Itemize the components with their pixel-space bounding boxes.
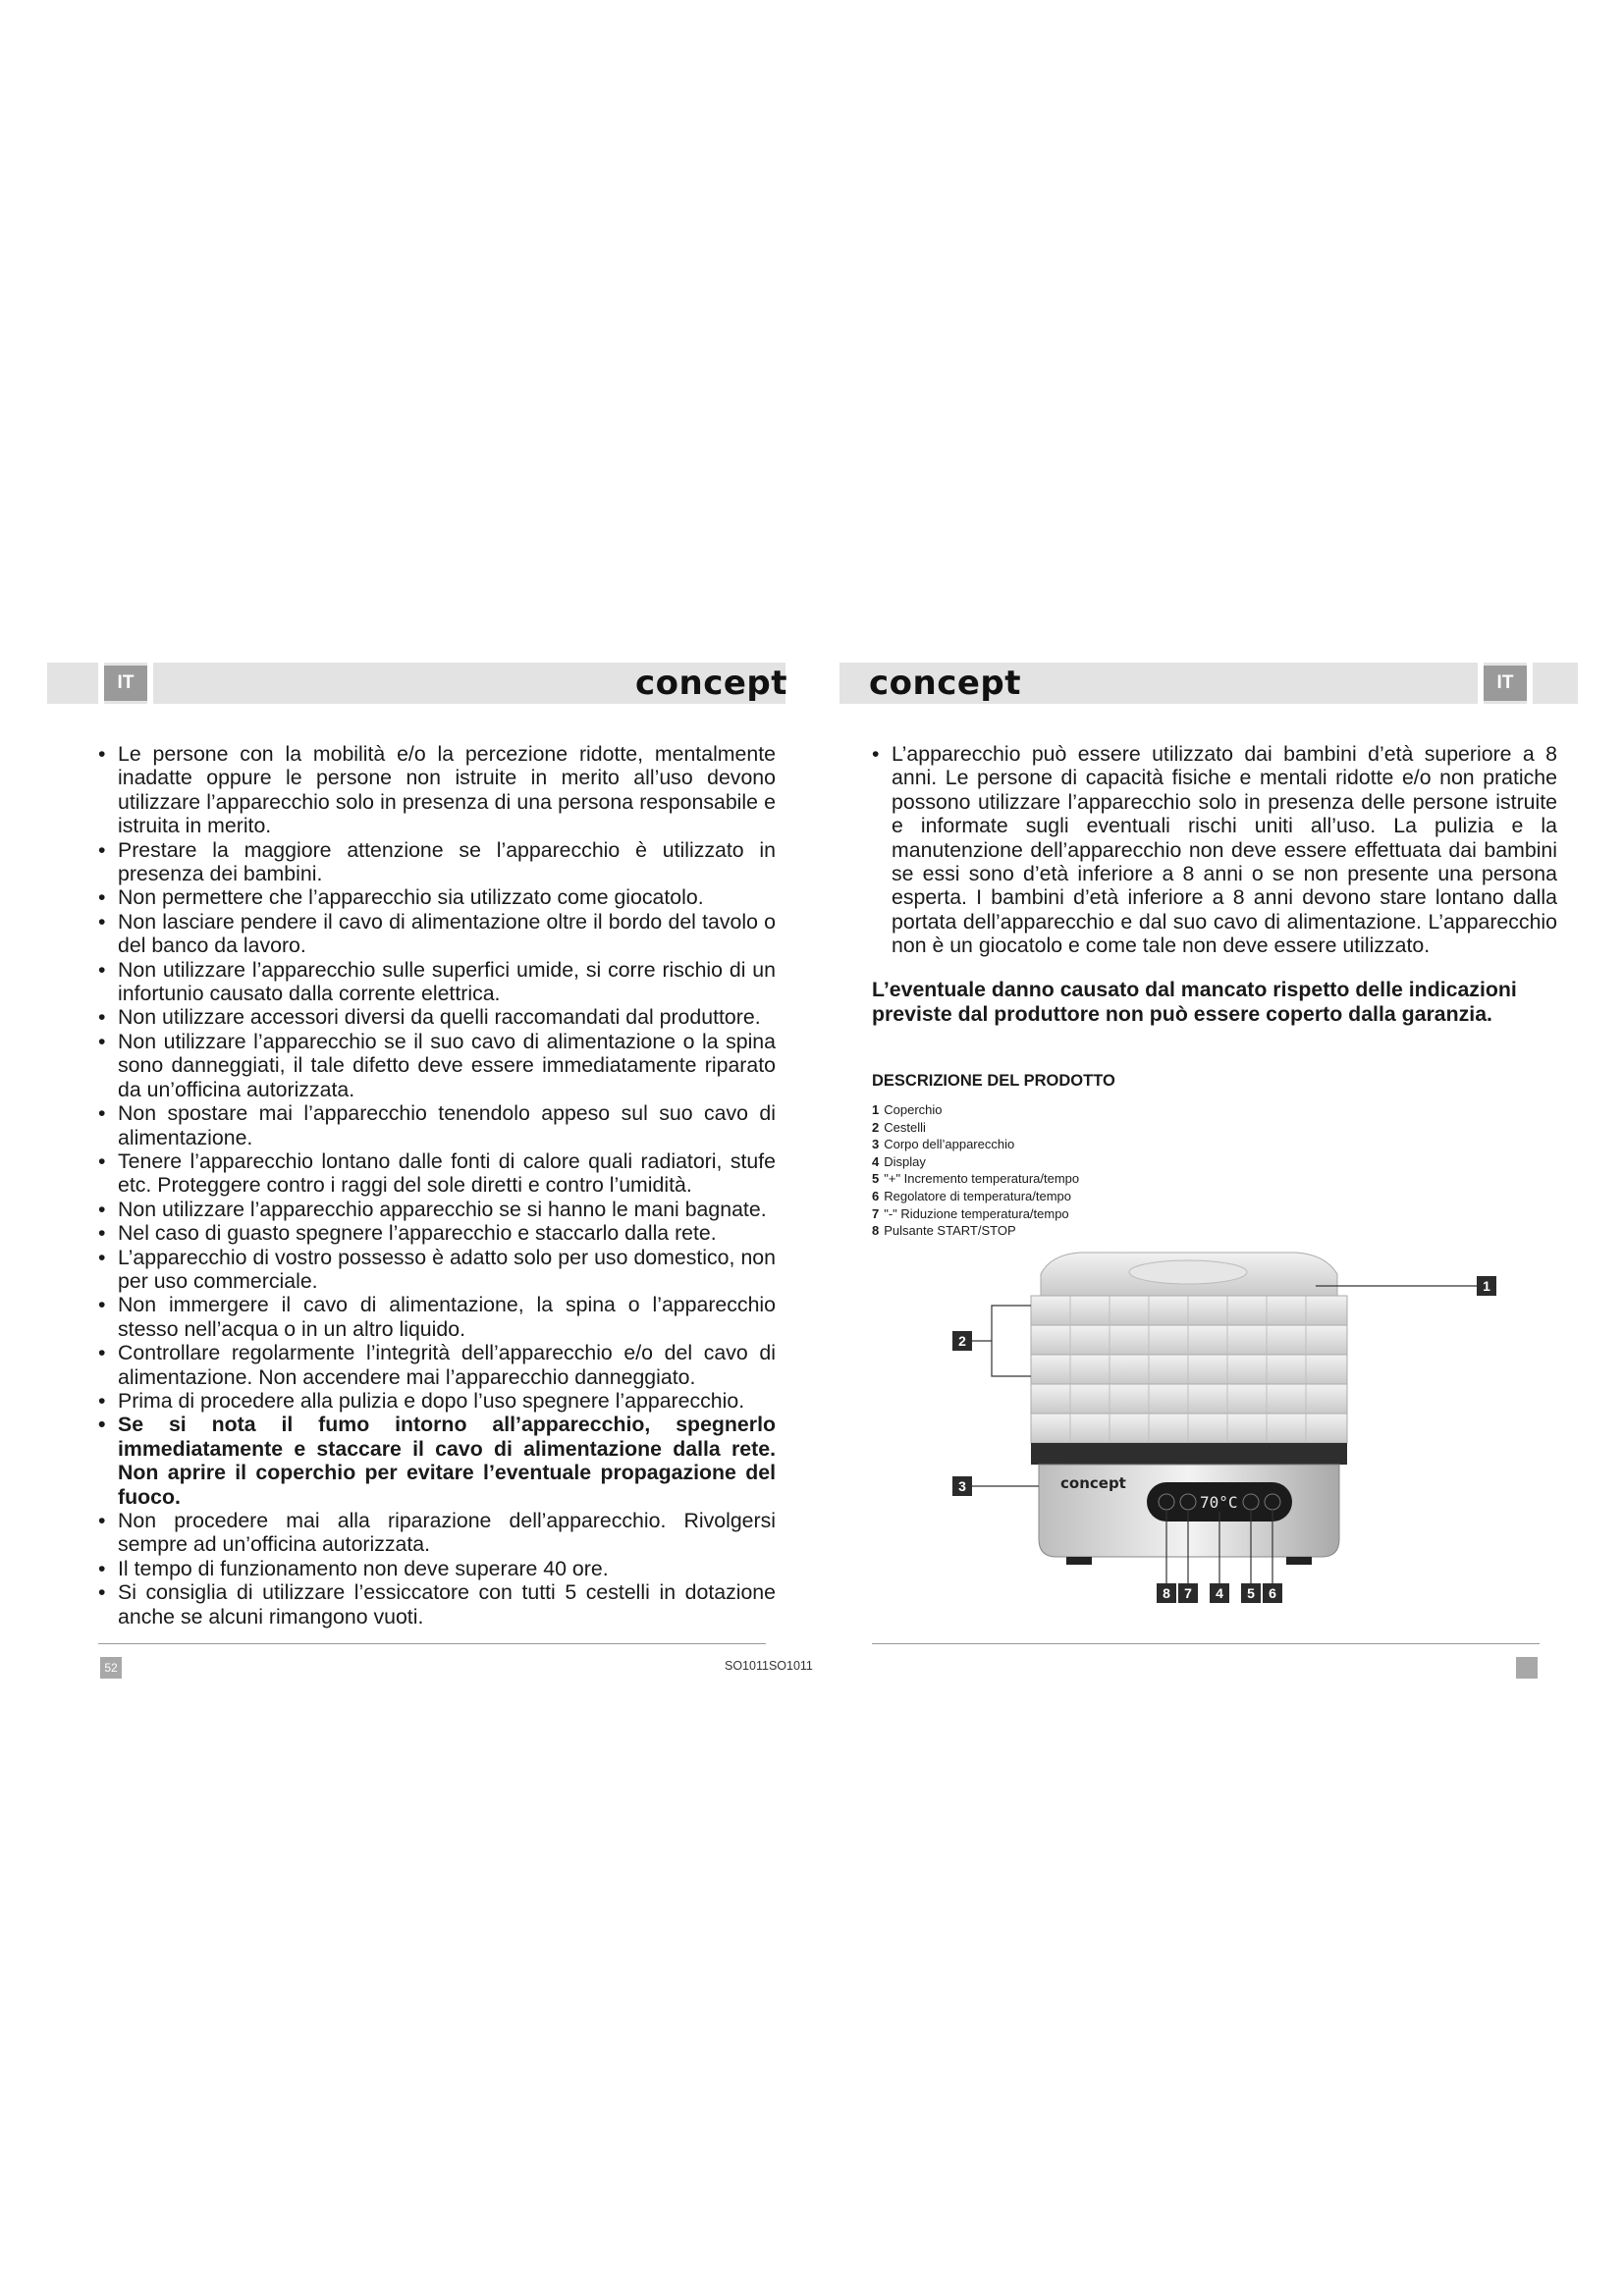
product-description-title: DESCRIZIONE DEL PRODOTTO [872, 1072, 1115, 1090]
list-item: • Se si nota il fumo intorno all’apparecchio, spegnerlo immediatamente e staccare il cavo di alimentazione dalla rete. Non aprire il coperchio per evitare l’eventuale propagazione del fuoco. [98, 1413, 776, 1509]
tray-shape [1031, 1325, 1347, 1355]
part-number: 7 [872, 1205, 880, 1221]
part-label: Cestelli [884, 1119, 926, 1135]
callout-2: 2 [952, 1331, 972, 1351]
callout-6: 6 [1263, 1583, 1282, 1603]
safety-list-right [872, 742, 1557, 958]
safety-list-left [98, 742, 776, 1629]
parts-list [872, 1101, 1079, 1240]
part-row [872, 1170, 1079, 1188]
header-separator [147, 663, 153, 704]
callout-5: 5 [1241, 1583, 1261, 1603]
part-row [872, 1205, 1079, 1223]
part-row [872, 1136, 1079, 1153]
language-badge-right: IT [1484, 666, 1527, 701]
product-figure [884, 1245, 1532, 1618]
language-badge-left: IT [104, 666, 147, 701]
header-separator [1527, 663, 1533, 704]
tray-shape [1031, 1414, 1347, 1443]
part-row [872, 1188, 1079, 1205]
part-number: 5 [872, 1171, 880, 1187]
part-number: 2 [872, 1119, 880, 1135]
part-row [872, 1101, 1079, 1119]
list-item: • Il tempo di funzionamento non deve superare 40 ore. [98, 1557, 776, 1580]
list-item: • Controllare regolarmente l’integrità dell’apparecchio e/o del cavo di alimentazione. Non accendere mai l’apparecchio danneggiato. [98, 1341, 776, 1389]
lid-vent [1129, 1260, 1247, 1284]
list-item: • Si consiglia di utilizzare l’essiccatore con tutti 5 cestelli in dotazione anche se alcuni rimangono vuoti. [98, 1580, 776, 1629]
callout-8: 8 [1157, 1583, 1176, 1603]
part-number: 4 [872, 1153, 880, 1169]
tray-shape [1031, 1296, 1347, 1325]
list-item: • Non immergere il cavo di alimentazione, la spina o l’apparecchio stesso nell’acqua o in un altro liquido. [98, 1293, 776, 1341]
display-readout: 70°C [1200, 1493, 1238, 1512]
right-column [872, 742, 1557, 958]
list-item: • L’apparecchio di vostro possesso è adatto solo per uso domestico, non per uso commerciale. [98, 1246, 776, 1294]
part-label: "-" Riduzione temperatura/tempo [884, 1205, 1069, 1221]
part-number: 8 [872, 1223, 880, 1239]
part-label: Display [884, 1153, 926, 1169]
list-item: • Prestare la maggiore attenzione se l’apparecchio è utilizzato in presenza dei bambini. [98, 838, 776, 886]
tray-shape [1031, 1384, 1347, 1414]
brand-logo-right: concept [869, 664, 1022, 703]
footer-rule-right [872, 1643, 1540, 1644]
tray-shape [1031, 1355, 1347, 1384]
list-item: • Non utilizzare l’apparecchio sulle superfici umide, si corre rischio di un infortunio causato dalla corrente elettrica. [98, 958, 776, 1006]
part-number: 6 [872, 1188, 880, 1203]
list-item: • Tenere l’apparecchio lontano dalle fonti di calore quali radiatori, stufe etc. Proteggere contro i raggi del sole diretti e contro l’umidità. [98, 1149, 776, 1198]
callout-7: 7 [1178, 1583, 1198, 1603]
brand-logo-left: concept [635, 664, 788, 703]
footer-rule-left [98, 1643, 766, 1644]
body-brand: concept [1060, 1474, 1126, 1492]
list-item: • Nel caso di guasto spegnere l’apparecchio e staccarlo dalla rete. [98, 1221, 776, 1245]
base-band [1031, 1443, 1347, 1465]
part-label: Corpo dell’apparecchio [884, 1137, 1015, 1152]
part-number: 1 [872, 1102, 880, 1117]
foot [1286, 1557, 1312, 1565]
page-marker [1516, 1657, 1538, 1679]
list-item: • Non procedere mai alla riparazione dell’apparecchio. Rivolgersi sempre ad un’officina autorizzata. [98, 1509, 776, 1557]
foot [1066, 1557, 1092, 1565]
list-item: • Non utilizzare l’apparecchio se il suo cavo di alimentazione o la spina sono danneggiati, il tale difetto deve essere immediatamente riparato da un’officina autorizzata. [98, 1030, 776, 1101]
part-row [872, 1222, 1079, 1240]
part-row [872, 1153, 1079, 1171]
list-item: • Non utilizzare accessori diversi da quelli raccomandati dal produttore. [98, 1005, 776, 1029]
model-code: SO1011SO1011 [725, 1659, 813, 1673]
list-item: • Non permettere che l’apparecchio sia utilizzato come giocatolo. [98, 885, 776, 909]
part-label: Coperchio [884, 1102, 943, 1117]
list-item: • Non lasciare pendere il cavo di alimentazione oltre il bordo del tavolo o del banco da lavoro. [98, 910, 776, 958]
callout-3: 3 [952, 1476, 972, 1496]
callout-1: 1 [1477, 1276, 1496, 1296]
list-item: • Prima di procedere alla pulizia e dopo l’uso spegnere l’apparecchio. [98, 1389, 776, 1413]
list-item: • Non spostare mai l’apparecchio tenendolo appeso sul suo cavo di alimentazione. [98, 1101, 776, 1149]
part-number: 3 [872, 1137, 880, 1152]
list-item: • Le persone con la mobilità e/o la percezione ridotte, mentalmente inadatte oppure le persone non istruite in merito all’uso devono utilizzare l’apparecchio solo in presenza di una persona responsabile e istruita in merito. [98, 742, 776, 838]
part-row [872, 1119, 1079, 1137]
list-item: • Non utilizzare l’apparecchio apparecchio se si hanno le mani bagnate. [98, 1198, 776, 1221]
dehydrator-illustration [884, 1245, 1532, 1618]
part-label: Pulsante START/STOP [884, 1223, 1016, 1239]
part-label: "+" Incremento temperatura/tempo [884, 1171, 1080, 1187]
warranty-warning: L’eventuale danno causato dal mancato rispetto delle indicazioni previste dal produttore non può essere coperto dalla garanzia. [872, 978, 1517, 1026]
list-item: • L’apparecchio può essere utilizzato dai bambini d’età superiore a 8 anni. Le persone di capacità fisiche e mentali ridotte e/o non pratiche possono utilizzare l’apparecchio solo in presenza delle persone istruite e informate sugli eventuali rischi uniti all’uso. La pulizia e la manutenzione dell’apparecchio non deve essere effettuata dai bambini se essi sono d’età inferiore a 8 anni o se non presente una persona esperta. I bambini d’età inferiore a 8 anni devono stare lontano dalla portata dell’apparecchio e dal suo cavo di alimentazione. L’apparecchio non è un giocatolo e come tale non deve essere utilizzato. [872, 742, 1557, 958]
callout-4: 4 [1210, 1583, 1229, 1603]
left-column [98, 742, 776, 1629]
page-number: 52 [100, 1657, 122, 1679]
part-label: Regolatore di temperatura/tempo [884, 1188, 1072, 1203]
